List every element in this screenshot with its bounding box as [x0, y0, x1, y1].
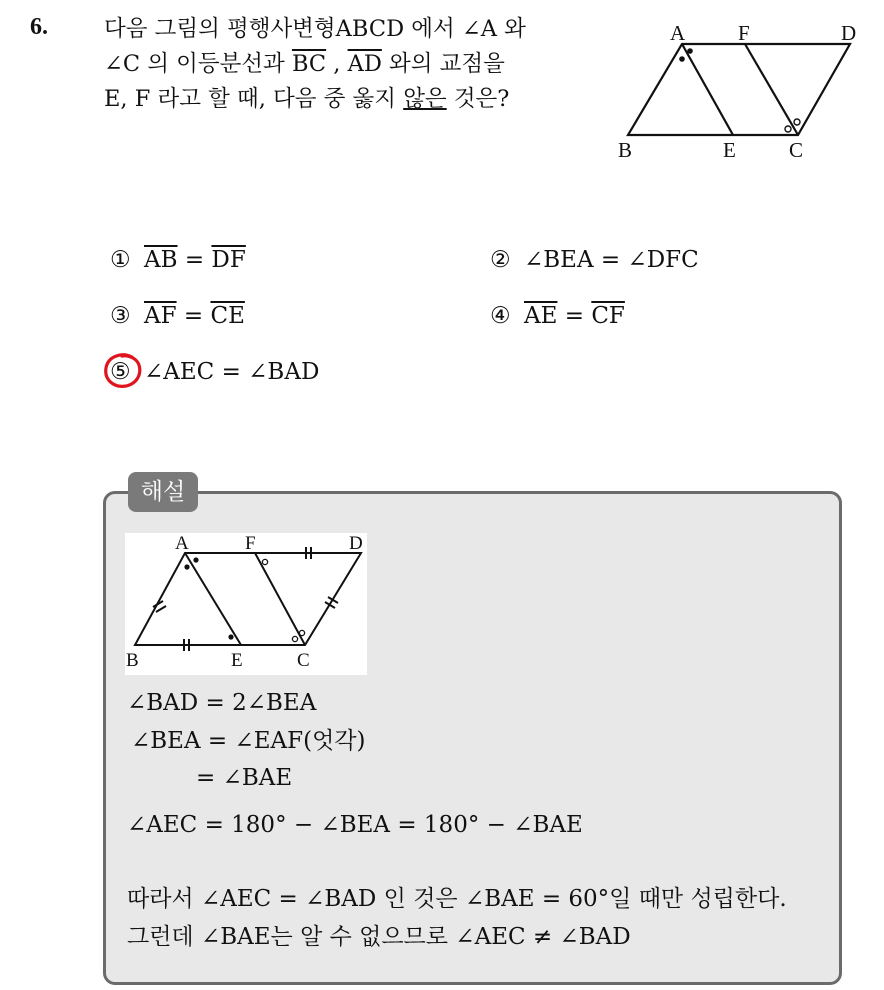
choice-1-op: =	[177, 247, 212, 273]
segment-bc: $\overline{BC}$	[291, 51, 327, 77]
solution-label-f: F	[245, 533, 256, 554]
answer-circle-mark	[102, 351, 144, 391]
angle-mark-dot	[687, 48, 693, 54]
label-b: B	[618, 138, 633, 162]
question-line-2-part: ∠C 의 이등분선과	[104, 51, 292, 77]
angle-mark-dot	[679, 56, 685, 62]
question-line-3-end: 것은?	[446, 86, 510, 112]
question-text	[104, 12, 594, 117]
choice-4-op: =	[557, 303, 592, 329]
solution-line-6: 그런데 ∠BAE는 알 수 없으므로 ∠AEC ≠ ∠BAD	[127, 924, 631, 950]
choice-1-left: $\overline{AB}$	[144, 247, 178, 273]
solution-figure	[125, 533, 367, 675]
angle-dot	[228, 634, 233, 639]
solution-line-3: = ∠BAE	[196, 765, 293, 791]
solution-line-1: ∠BAD = 2∠BEA	[127, 690, 317, 716]
choice-4-mark: ④	[490, 303, 511, 329]
solution-label-e: E	[231, 650, 243, 671]
solution-line-5: 따라서 ∠AEC = ∠BAD 인 것은 ∠BAE = 60°일 때만 성립한다.	[127, 886, 787, 912]
solution-bisector-ae	[185, 553, 241, 645]
question-number: 6.	[30, 14, 48, 40]
solution-label-b: B	[126, 650, 139, 671]
tick-ab	[156, 606, 166, 612]
choice-4[interactable]	[490, 301, 625, 331]
question-line-2	[104, 47, 594, 82]
parallelogram-figure	[610, 18, 870, 168]
choice-1-mark: ①	[110, 247, 131, 273]
question-line-3	[104, 82, 594, 117]
underlined-word: 않은	[403, 86, 447, 112]
choice-1[interactable]	[110, 245, 246, 275]
solution-line-4: ∠AEC = 180° − ∠BEA = 180° − ∠BAE	[127, 812, 583, 838]
angle-dot	[193, 557, 198, 562]
bisector-ae	[682, 44, 733, 135]
solution-bisector-cf	[255, 553, 305, 645]
solution-line-2: ∠BEA = ∠EAF(엇각)	[131, 728, 366, 754]
choice-4-right: $\overline{CF}$	[591, 303, 625, 329]
question-line-3-part: E, F 라고 할 때, 다음 중 옳지	[104, 86, 404, 112]
bisector-cf	[745, 44, 798, 135]
choice-3[interactable]	[110, 301, 245, 331]
choice-3-mark: ③	[110, 303, 131, 329]
choice-2-text: ∠BEA = ∠DFC	[524, 247, 699, 273]
angle-dot	[184, 564, 189, 569]
label-a: A	[670, 21, 686, 45]
parallelogram-abcd	[628, 44, 850, 135]
angle-ring	[262, 559, 267, 564]
answer-circle-stroke	[106, 355, 140, 386]
angle-ring	[299, 630, 304, 635]
solution-label-a: A	[175, 533, 189, 554]
solution-tag: 해설	[128, 472, 198, 512]
angle-mark-circle	[794, 119, 800, 125]
label-f: F	[738, 21, 750, 45]
question-line-2-sep: ,	[326, 51, 348, 77]
choice-2[interactable]	[490, 245, 699, 275]
choice-2-mark: ②	[490, 247, 511, 273]
solution-label-d: D	[349, 533, 363, 554]
solution-label-c: C	[297, 650, 310, 671]
choice-3-op: =	[176, 303, 211, 329]
question-line-1: 다음 그림의 평행사변형ABCD 에서 ∠A 와	[104, 16, 526, 42]
choice-4-left: $\overline{AE}$	[524, 303, 558, 329]
choice-3-left: $\overline{AF}$	[144, 303, 177, 329]
label-d: D	[841, 21, 857, 45]
choice-5-text: ∠AEC = ∠BAD	[144, 359, 320, 385]
question-line-2-end: 와의 교점을	[381, 51, 505, 77]
label-c: C	[789, 138, 804, 162]
choice-1-right: $\overline{DF}$	[211, 247, 246, 273]
solution-parallelogram	[135, 553, 361, 645]
choice-5-mark: ⑤	[110, 359, 131, 385]
angle-ring	[292, 636, 297, 641]
segment-ad: $\overline{AD}$	[347, 51, 382, 77]
choice-3-right: $\overline{CE}$	[210, 303, 245, 329]
angle-mark-circle	[785, 126, 791, 132]
label-e: E	[723, 138, 736, 162]
